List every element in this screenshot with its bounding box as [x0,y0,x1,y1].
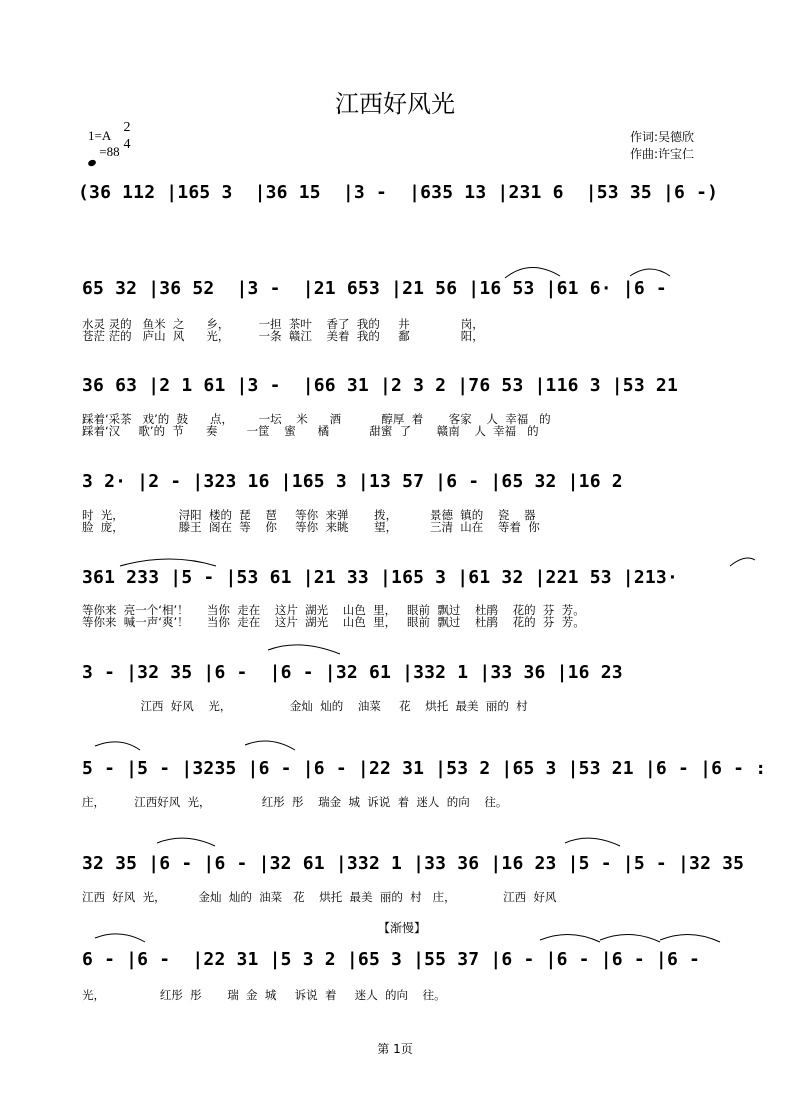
lyricist-credit: 作词:吴德欣 [630,130,695,144]
notation-line: 3 2· |2 - |323 16 |165 3 |13 57 |6 - |65 32 |16 2 [82,471,623,492]
slur [730,558,755,566]
lyrics-verse-1: 时 光， 浔阳 楼的 琵 琶 等你 来弹 拨， 景德 镇的 瓷 器 [82,508,536,522]
lyrics-verse-2: 等你来 喊一声‘爽’！ 当你 走在 这片 湖光 山色 里， 眼前 飘过 杜鹃 花的 芬 芳。 [82,615,585,629]
page-number: 第 1页 [377,1042,413,1056]
slur [660,934,720,942]
tempo-change-marking: 【渐慢】 [378,921,427,935]
time-signature-bottom: 4 [123,137,131,152]
lyrics-verse-1: 庄， 江西好风 光， 红彤 彤 瑞金 城 诉说 着 迷人 的向 往。 [82,795,508,809]
slur [245,741,295,750]
slur [95,934,145,942]
lyrics-verse-1: 踩着‘采茶 戏’的 鼓 点， 一坛 米 酒 醇厚 着 客家 人 幸福 的 [82,412,551,426]
composer-credit: 作曲:许宝仁 [630,147,695,161]
quarter-note-icon [87,159,97,167]
notation-line: (36 112 |165 3 |36 15 |3 - |635 13 |231 6 |53 35 |6 -) [78,182,719,203]
song-title: 江西好风光 [335,90,455,118]
lyrics-verse-1: 江西 好风 光， 金灿 灿的 油菜 花 烘托 最美 丽的 村 庄， 江西 好风 [82,890,557,904]
time-signature [120,119,134,153]
notation-line: 36 63 |2 1 61 |3 - |66 31 |2 3 2 |76 53 |116 3 |53 21 [82,375,678,396]
tempo-value: =88 [99,144,120,159]
key-signature: 1=A [88,128,112,143]
notation-line: 361 233 |5 - |53 61 |21 33 |165 3 |61 32 |221 53 |213· [82,567,678,588]
slur [505,267,560,278]
slur [630,269,670,276]
notation-line: 65 32 |36 52 |3 - |21 653 |21 56 |16 53 |61 6· |6 - [82,278,667,299]
lyrics-verse-2: 踩着‘汉 歌’的 节 奏 一筐 蜜 橘 甜蜜 了 赣南 人 幸福 的 [82,424,539,438]
slur [120,559,216,566]
slur [157,838,215,846]
lyrics-verse-1: 等你来 亮一个‘相’！ 当你 走在 这片 湖光 山色 里， 眼前 飘过 杜鹃 花的 芬 芳。 [82,603,585,617]
lyrics-verse-1: 光， 红彤 彤 瑞 金 城 诉说 着 迷人 的向 往。 [82,988,446,1002]
slur [565,838,620,846]
lyrics-verse-1: 江西 好风 光， 金灿 灿的 油菜 花 烘托 最美 丽的 村 [82,699,528,713]
slur [600,934,660,942]
notation-line: 5 - |5 - |3235 |6 - |6 - |22 31 |53 2 |65 3 |53 21 |6 - |6 - : [82,758,767,779]
lyrics-verse-1: 水灵 灵的 鱼米 之 乡， 一担 茶叶 香了 我的 井 岗， [82,317,484,331]
notation-line: 3 - |32 35 |6 - |6 - |32 61 |332 1 |33 36 |16 23 [82,662,623,683]
slur [540,934,600,942]
time-signature-top: 2 [123,120,131,135]
lyrics-verse-2: 苍茫 茫的 庐山 风 光， 一条 赣江 美着 我的 鄱 阳， [82,329,484,343]
lyrics-verse-2: 脸 庞， 滕王 阁在 等 你 等你 来眺 望， 三清 山在 等着 你 [82,520,540,534]
tempo-marking [88,144,120,166]
slur [268,645,340,654]
slur [95,742,140,750]
notation-line: 32 35 |6 - |6 - |32 61 |332 1 |33 36 |16 23 |5 - |5 - |32 35 [82,853,745,874]
notation-line: 6 - |6 - |22 31 |5 3 2 |65 3 |55 37 |6 - |6 - |6 - |6 - [82,949,701,970]
